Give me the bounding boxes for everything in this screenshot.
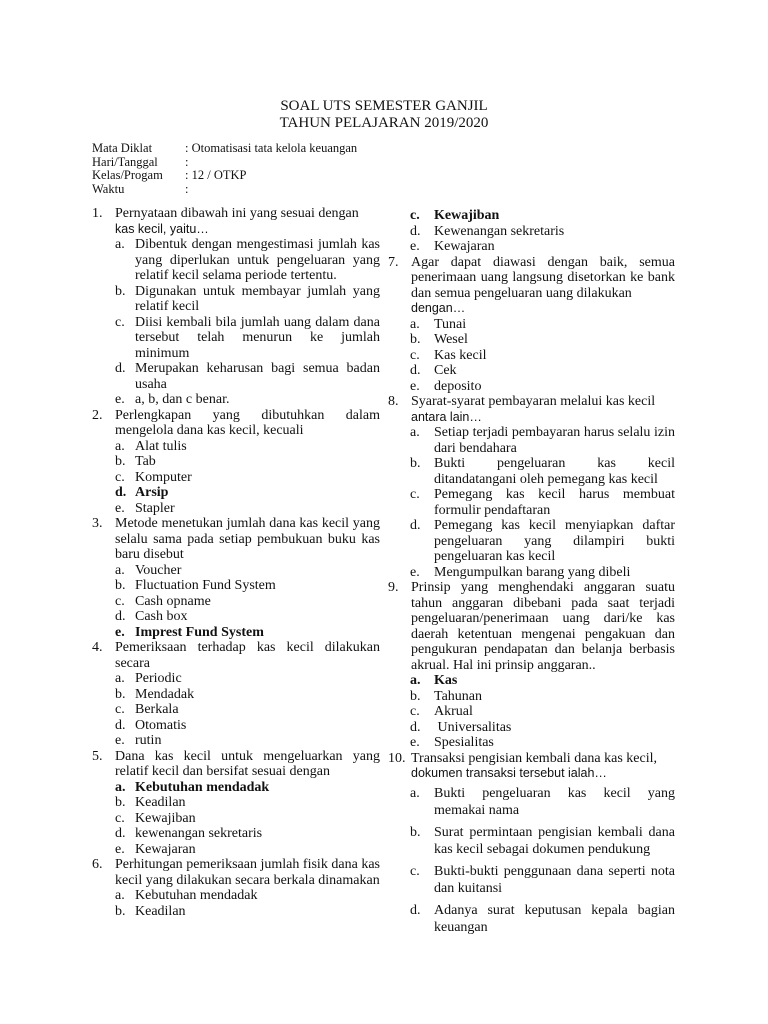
- option: [388, 425, 675, 456]
- option-text: Mengumpulkan barang yang dibeli: [434, 564, 631, 580]
- option-text: Voucher: [135, 562, 182, 578]
- option-letter: c.: [115, 314, 125, 330]
- meta-value: :: [185, 181, 189, 196]
- option-text: Bukti pengeluaran kas kecil yang memakai nama: [434, 785, 675, 818]
- meta-label: Mata Diklat: [92, 141, 153, 155]
- option-text: Stapler: [135, 500, 175, 516]
- option-text: Fluctuation Fund System: [135, 578, 276, 593]
- option: [388, 487, 675, 518]
- option-letter: c.: [410, 347, 420, 363]
- option-letter: d.: [115, 609, 126, 624]
- option-text: Kewajaran: [434, 239, 495, 254]
- option-answer: [388, 208, 675, 224]
- option-letter: c.: [410, 208, 420, 223]
- meta-value: : 12 / OTKP: [185, 168, 247, 182]
- option-letter: d.: [115, 826, 126, 841]
- option-letter: e.: [115, 733, 125, 748]
- option-letter: c.: [410, 704, 420, 719]
- option: [388, 824, 675, 859]
- option: [92, 888, 380, 904]
- option-letter: d.: [410, 719, 421, 735]
- question-text-cont: dokumen transaksi tersebut ialah…: [411, 766, 607, 780]
- question-number: 4.: [92, 640, 103, 655]
- option: [92, 454, 380, 470]
- option-text: Pemegang kas kecil menyiapkan daftar pengeluaran yang dilampiri bukti pengeluaran kas kecil: [434, 518, 675, 564]
- question-number: 3.: [92, 516, 103, 531]
- option-text: Mendadak: [135, 686, 195, 702]
- option: [92, 501, 380, 517]
- question-9: [388, 580, 675, 673]
- option-text: Diisi kembali bila jumlah uang dalam dana tersebut telah menurun ke jumlah minimum: [135, 314, 380, 361]
- option: [92, 563, 380, 579]
- option-text: Kewajiban: [434, 208, 500, 223]
- option-text: deposito: [434, 378, 482, 394]
- option-text: Spesialitas: [434, 735, 494, 750]
- option-text: Alat tulis: [135, 438, 187, 454]
- left-column: [92, 206, 380, 919]
- question-1: [92, 206, 380, 237]
- option-letter: d.: [410, 902, 421, 918]
- option-text: Kewajiban: [135, 810, 196, 826]
- option: [388, 332, 675, 348]
- question-number: 8.: [388, 394, 399, 409]
- option-answer: [92, 625, 380, 641]
- academic-year: TAHUN PELAJARAN 2019/2020: [279, 115, 489, 131]
- meta-label: Kelas/Progam: [92, 168, 163, 182]
- question-text: Agar dapat diawasi dengan baik, semua penerimaan uang langsung disetorkan ke bank dan semua pengeluaran uang dilakukan: [411, 254, 675, 301]
- exam-meta: [92, 142, 357, 196]
- option: [92, 361, 380, 392]
- option-letter: b.: [115, 686, 126, 702]
- option-text: Komputer: [135, 469, 192, 485]
- option-letter: a.: [115, 779, 126, 795]
- meta-label: Hari/Tanggal: [92, 154, 158, 169]
- question-4: [92, 640, 380, 671]
- option-text: Cek: [434, 363, 457, 378]
- option: [92, 594, 380, 610]
- option-letter: b.: [115, 578, 126, 593]
- option-text: Wesel: [434, 332, 468, 347]
- option: [92, 702, 380, 718]
- question-number: 7.: [388, 254, 399, 270]
- option-letter: e.: [115, 841, 125, 857]
- question-number: 6.: [92, 857, 103, 872]
- option: [388, 720, 675, 736]
- option-text: Cash box: [135, 609, 188, 624]
- option-text: Otomatis: [135, 717, 187, 733]
- option-letter: b.: [410, 824, 421, 840]
- option: [388, 902, 675, 937]
- option: [388, 317, 675, 333]
- option: [92, 237, 380, 284]
- question-text: Perhitungan pemeriksaan jumlah fisik dana kas kecil yang dilakukan secara berkala dinamakan: [115, 857, 380, 888]
- question-number: 1.: [92, 206, 103, 221]
- option-text: Pemegang kas kecil harus membuat formulir pendaftaran: [434, 487, 675, 518]
- option-text: Bukti-bukti penggunaan dana seperti nota dan kuitansi: [434, 863, 675, 896]
- option-text: Bukti pengeluaran kas kecil ditandatangani oleh pemegang kas kecil: [434, 456, 675, 487]
- option: [388, 348, 675, 364]
- option-letter: d.: [115, 361, 126, 376]
- option-letter: c.: [115, 469, 125, 485]
- option: [388, 379, 675, 395]
- question-8: [388, 394, 675, 425]
- option-text: Kebutuhan mendadak: [135, 779, 270, 795]
- question-6: [92, 857, 380, 888]
- option-letter: b.: [410, 332, 421, 347]
- option-letter: b.: [115, 795, 126, 810]
- question-text: Syarat-syarat pembayaran melalui kas kecil: [411, 394, 656, 409]
- option-text: Periodic: [135, 671, 182, 686]
- question-number: 9.: [388, 580, 399, 595]
- option-letter: e.: [410, 735, 420, 750]
- option-text: Dibentuk dengan mengestimasi jumlah kas yang diperlukan untuk pengeluaran yang relatif kecil selama periode tertentu.: [135, 237, 380, 283]
- option-letter: d.: [115, 485, 127, 500]
- option: [92, 842, 380, 858]
- option-letter: b.: [115, 283, 126, 299]
- option-letter: c.: [115, 810, 125, 826]
- option: [388, 456, 675, 487]
- option-letter: a.: [115, 237, 125, 252]
- option-letter: a.: [115, 888, 125, 903]
- option-letter: d.: [410, 223, 421, 239]
- question-5: [92, 749, 380, 780]
- option-text: Tunai: [434, 316, 467, 332]
- question-text: Metode menetukan jumlah dana kas kecil yang selalu sama pada setiap pembukuan buku kas baru disebut: [115, 516, 380, 562]
- option-text: Cash opname: [135, 593, 211, 609]
- option-letter: a.: [410, 316, 420, 332]
- option-text: Tab: [135, 454, 156, 469]
- question-7: [388, 255, 675, 317]
- option-letter: a.: [410, 673, 421, 688]
- option: [388, 704, 675, 720]
- option-letter: e.: [115, 624, 125, 640]
- option: [92, 904, 380, 920]
- question-text: Prinsip yang menghendaki anggaran suatu tahun anggaran dibebani pada saat terjadi pengeluaran/penerimaan uang dari/ke kas daerah ketentuan mengenai pengakuan dan pengukuran pendapatan dan belanja berbasis akrual. Hal ini prinsip anggaran..: [411, 580, 675, 673]
- option-text: Arsip: [135, 485, 169, 500]
- option-letter: d.: [115, 717, 126, 733]
- question-text: Pernyataan dibawah ini yang sesuai dengan: [115, 206, 359, 221]
- option-letter: b.: [115, 454, 126, 469]
- meta-row: [92, 156, 357, 170]
- option-text: Berkala: [135, 702, 179, 717]
- meta-value: :: [185, 154, 189, 169]
- question-number: 10.: [388, 750, 406, 766]
- option: [92, 578, 380, 594]
- option-letter: c.: [410, 863, 420, 879]
- option: [92, 284, 380, 315]
- option: [92, 470, 380, 486]
- option-text: Digunakan untuk membayar jumlah yang relatif kecil: [135, 283, 380, 314]
- question-text-cont: kas kecil, yaitu…: [115, 221, 209, 236]
- question-3: [92, 516, 380, 563]
- question-text: Dana kas kecil untuk mengeluarkan yang relatif kecil dan bersifat sesuai dengan: [115, 748, 380, 779]
- question-text: Perlengkapan yang dibutuhkan dalam mengelola dana kas kecil, kecuali: [115, 407, 380, 438]
- option: [388, 785, 675, 820]
- option-text: Merupakan keharusan bagi semua badan usaha: [135, 361, 380, 392]
- option-letter: a.: [115, 562, 125, 578]
- question-text-cont: antara lain…: [411, 409, 482, 424]
- option-letter: a.: [410, 785, 420, 801]
- option-text: Surat permintaan pengisian kembali dana kas kecil sebagai dokumen pendukung: [434, 824, 675, 857]
- option-letter: e.: [115, 500, 125, 516]
- option: [92, 795, 380, 811]
- option: [388, 863, 675, 898]
- question-number: 5.: [92, 748, 103, 764]
- question-10: [388, 751, 675, 782]
- question-text: Transaksi pengisian kembali dana kas kecil,: [411, 750, 657, 766]
- option: [92, 315, 380, 362]
- option-letter: c.: [115, 593, 125, 609]
- question-number: 2.: [92, 407, 103, 423]
- option-text: Kewenangan sekretaris: [434, 223, 565, 239]
- exam-title: SOAL UTS SEMESTER GANJIL: [280, 98, 488, 114]
- meta-row: [92, 183, 357, 197]
- option-letter: e.: [115, 392, 125, 407]
- option-text: Setiap terjadi pembayaran harus selalu izin dari bendahara: [434, 425, 675, 456]
- option-text: Keadilan: [135, 795, 186, 810]
- option: [92, 439, 380, 455]
- option-text: Kas kecil: [434, 347, 487, 363]
- option: [92, 392, 380, 408]
- option-letter: a.: [115, 671, 125, 686]
- option: [92, 826, 380, 842]
- option: [92, 811, 380, 827]
- option: [388, 363, 675, 379]
- option-letter: e.: [410, 378, 420, 394]
- option-text: Kas: [434, 673, 458, 688]
- option-text: Adanya surat keputusan kepala bagian keuangan: [434, 902, 675, 935]
- option-text: Imprest Fund System: [135, 624, 264, 640]
- option: [92, 671, 380, 687]
- option: [388, 224, 675, 240]
- option-letter: b.: [410, 456, 421, 471]
- option-letter: b.: [115, 903, 126, 919]
- option: [388, 689, 675, 705]
- option-letter: c.: [410, 487, 420, 502]
- option-letter: e.: [410, 239, 420, 254]
- option-text: kewenangan sekretaris: [135, 826, 263, 841]
- meta-value: : Otomatisasi tata kelola keuangan: [185, 141, 358, 155]
- question-text-cont: dengan…: [411, 301, 466, 315]
- meta-label: Waktu: [92, 181, 125, 196]
- option-text: Keadilan: [135, 903, 186, 919]
- meta-row: [92, 142, 357, 156]
- question-text: Pemeriksaan terhadap kas kecil dilakukan secara: [115, 640, 380, 671]
- option: [92, 609, 380, 625]
- option-text: rutin: [135, 733, 162, 748]
- option-text: Tahunan: [434, 688, 483, 704]
- option: [92, 733, 380, 749]
- option-answer: [92, 780, 380, 796]
- option: [388, 735, 675, 751]
- option-text: Akrual: [434, 704, 473, 719]
- option-answer: [388, 673, 675, 689]
- option: [92, 687, 380, 703]
- right-column: [388, 208, 675, 937]
- option-letter: d.: [410, 518, 421, 533]
- option: [388, 239, 675, 255]
- option: [388, 565, 675, 581]
- option-text: Kewajaran: [135, 841, 196, 857]
- option-letter: e.: [410, 564, 420, 580]
- question-2: [92, 408, 380, 439]
- option-letter: a.: [410, 425, 420, 440]
- option-letter: c.: [115, 702, 125, 717]
- meta-row: [92, 169, 357, 183]
- option: [388, 518, 675, 565]
- option-letter: a.: [115, 438, 125, 454]
- option-letter: b.: [410, 688, 421, 704]
- option-text: Kebutuhan mendadak: [135, 888, 258, 903]
- option: [92, 718, 380, 734]
- option-answer: [92, 485, 380, 501]
- option-text: a, b, dan c benar.: [135, 392, 230, 407]
- option-text: Universalitas: [434, 719, 512, 735]
- option-letter: d.: [410, 363, 421, 378]
